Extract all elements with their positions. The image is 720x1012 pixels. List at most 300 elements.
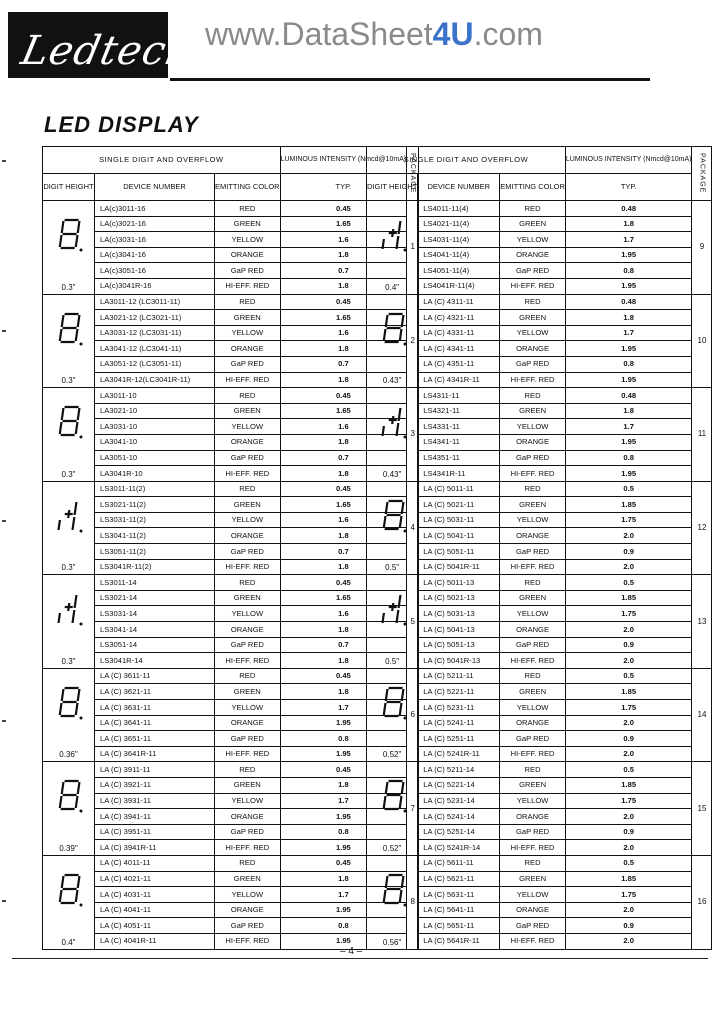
package-number: 12 [692, 481, 712, 575]
emitting-color: HI-EFF. RED [215, 746, 281, 762]
device-number: LA3051-12 (LC3051-11) [95, 356, 215, 372]
luminous-intensity: 0.7 [280, 544, 407, 560]
luminous-intensity: 0.7 [280, 263, 407, 279]
device-number: LS3011-14 [95, 575, 215, 591]
emitting-color: RED [215, 201, 281, 217]
emitting-color: GREEN [215, 403, 281, 419]
scan-mark [2, 900, 6, 902]
luminous-intensity: 1.75 [565, 700, 692, 716]
emitting-color: GREEN [215, 871, 281, 887]
table-row [367, 762, 712, 778]
table-row [367, 684, 712, 700]
device-number: LA (C) 5211-11 [418, 668, 500, 684]
digit-height-cell [367, 855, 418, 949]
luminous-intensity: 2.0 [565, 840, 692, 856]
device-number: LA3051-10 [95, 450, 215, 466]
luminous-intensity: 1.95 [280, 715, 407, 731]
device-number: LA (C) 4351-11 [418, 356, 500, 372]
emitting-color: ORANGE [500, 434, 566, 450]
table-row [43, 247, 419, 263]
header-rule [170, 78, 650, 81]
group-heading: SINGLE DIGIT AND OVERFLOW [367, 147, 566, 174]
emitting-color: YELLOW [215, 700, 281, 716]
emitting-color: YELLOW [500, 700, 566, 716]
luminous-intensity: 0.48 [565, 388, 692, 404]
table-row [367, 637, 712, 653]
table-row [367, 918, 712, 934]
luminous-heading: LUMINOUS INTENSITY (Nmcd@10mA) [280, 147, 407, 174]
device-number: LS3031-11(2) [95, 512, 215, 528]
table-row [43, 887, 419, 903]
page-header [0, 0, 720, 92]
device-number: LA (C) 3921-11 [95, 777, 215, 793]
emitting-color: GREEN [215, 590, 281, 606]
emitting-color-heading: EMITTING COLOR [500, 174, 566, 201]
emitting-color: HI-EFF. RED [500, 840, 566, 856]
emitting-color: YELLOW [500, 419, 566, 435]
luminous-intensity: 1.6 [280, 325, 407, 341]
device-number: LA (C) 4331-11 [418, 325, 500, 341]
table-row [367, 746, 712, 762]
emitting-color: GaP RED [215, 450, 281, 466]
luminous-intensity: 0.5 [565, 481, 692, 497]
device-number: LS3051-11(2) [95, 544, 215, 560]
emitting-color: YELLOW [500, 232, 566, 248]
emitting-color: ORANGE [215, 528, 281, 544]
emitting-color: GREEN [500, 310, 566, 326]
table-row [43, 606, 419, 622]
emitting-color: GaP RED [215, 637, 281, 653]
emitting-color: GaP RED [215, 356, 281, 372]
device-number: LS4351-11 [418, 450, 500, 466]
luminous-intensity: 0.45 [280, 575, 407, 591]
emitting-color: HI-EFF. RED [215, 466, 281, 482]
package-number: 6 [407, 668, 419, 762]
emitting-color: RED [500, 201, 566, 217]
digit-height-value: 0.3" [61, 376, 76, 386]
device-number: LA (C) 3941R-11 [95, 840, 215, 856]
emitting-color: RED [215, 668, 281, 684]
emitting-color: ORANGE [500, 809, 566, 825]
device-number: LA (C) 4021-11 [95, 871, 215, 887]
table-row [367, 575, 712, 591]
table-row [367, 855, 712, 871]
luminous-intensity: 1.75 [565, 887, 692, 903]
seven-segment-digit-icon [57, 778, 83, 814]
luminous-heading: LUMINOUS INTENSITY (Nmcd@10mA) [565, 147, 692, 174]
emitting-color: RED [215, 575, 281, 591]
table-row [367, 201, 712, 217]
table-row [43, 403, 419, 419]
device-number: LS4011-11(4) [418, 201, 500, 217]
emitting-color: YELLOW [215, 325, 281, 341]
device-number: LA(c)3041-16 [95, 247, 215, 263]
digit-height-cell [43, 388, 95, 482]
luminous-intensity: 1.8 [280, 372, 407, 388]
luminous-intensity: 1.7 [565, 419, 692, 435]
table-row [367, 528, 712, 544]
table-row [367, 668, 712, 684]
luminous-intensity: 0.45 [280, 668, 407, 684]
emitting-color: YELLOW [500, 325, 566, 341]
table-row [367, 434, 712, 450]
emitting-color: GaP RED [500, 918, 566, 934]
luminous-intensity: 1.75 [565, 512, 692, 528]
seven-segment-digit-icon [381, 217, 407, 253]
table-row [43, 528, 419, 544]
luminous-intensity: 1.8 [280, 466, 407, 482]
luminous-intensity: 1.95 [565, 278, 692, 294]
subheader-row [367, 174, 712, 201]
emitting-color-heading: EMITTING COLOR [215, 174, 281, 201]
typ-heading: TYP. [280, 174, 407, 201]
scan-mark [2, 520, 6, 522]
luminous-intensity: 2.0 [565, 746, 692, 762]
emitting-color: GaP RED [500, 637, 566, 653]
device-number: LA (C) 4041R-11 [95, 933, 215, 949]
device-number: LA3021-12 (LC3021-11) [95, 310, 215, 326]
device-number: LA(c)3021-16 [95, 216, 215, 232]
seven-segment-digit-icon [381, 591, 407, 627]
luminous-intensity: 1.6 [280, 232, 407, 248]
device-number-heading: DEVICE NUMBER [95, 174, 215, 201]
luminous-intensity: 1.8 [280, 622, 407, 638]
luminous-intensity: 1.65 [280, 497, 407, 513]
luminous-intensity: 0.45 [280, 762, 407, 778]
device-number: LA3011-12 (LC3011-11) [95, 294, 215, 310]
table-row [43, 575, 419, 591]
luminous-intensity: 2.0 [565, 528, 692, 544]
package-number: 16 [692, 855, 712, 949]
emitting-color: HI-EFF. RED [215, 840, 281, 856]
header-row [43, 147, 419, 174]
table-row [367, 372, 712, 388]
device-number: LA (C) 5011-11 [418, 481, 500, 497]
emitting-color: GaP RED [500, 356, 566, 372]
emitting-color: YELLOW [215, 606, 281, 622]
typ-heading: TYP. [565, 174, 692, 201]
watermark-link[interactable] [205, 16, 543, 53]
table-row [367, 263, 712, 279]
device-number: LA (C) 3641R-11 [95, 746, 215, 762]
device-number: LA (C) 3611-11 [95, 668, 215, 684]
seven-segment-digit-icon [57, 404, 83, 440]
luminous-intensity: 0.8 [280, 918, 407, 934]
seven-segment-digit-icon [381, 404, 407, 440]
table-row [43, 855, 419, 871]
device-number: LA (C) 3641-11 [95, 715, 215, 731]
device-number: LS3031-14 [95, 606, 215, 622]
digit-height-value: 0.36" [59, 750, 78, 760]
device-number: LA3041-12 (LC3041-11) [95, 341, 215, 357]
emitting-color: GaP RED [500, 263, 566, 279]
table-row [367, 232, 712, 248]
digit-height-value: 0.4" [385, 282, 400, 292]
device-number: LA (C) 5041R-11 [418, 559, 500, 575]
digit-height-value: 0.43" [382, 469, 402, 479]
emitting-color: HI-EFF. RED [500, 653, 566, 669]
table-row [367, 622, 712, 638]
luminous-intensity: 1.6 [280, 606, 407, 622]
seven-segment-digit-icon [381, 311, 407, 347]
emitting-color: RED [215, 294, 281, 310]
table-row [367, 325, 712, 341]
emitting-color: ORANGE [215, 341, 281, 357]
device-number: LA (C) 5651-11 [418, 918, 500, 934]
emitting-color: ORANGE [500, 622, 566, 638]
emitting-color: GaP RED [215, 824, 281, 840]
luminous-intensity: 1.8 [280, 278, 407, 294]
package-number: 15 [692, 762, 712, 856]
table-row [367, 933, 712, 949]
luminous-intensity: 0.8 [280, 731, 407, 747]
device-number: LA (C) 5021-13 [418, 590, 500, 606]
emitting-color: ORANGE [500, 341, 566, 357]
device-number: LS4331-11 [418, 419, 500, 435]
emitting-color: RED [500, 481, 566, 497]
emitting-color: GaP RED [215, 918, 281, 934]
table-row [43, 497, 419, 513]
luminous-intensity: 1.95 [565, 341, 692, 357]
luminous-intensity: 1.65 [280, 403, 407, 419]
luminous-intensity: 0.5 [565, 575, 692, 591]
table-row [43, 434, 419, 450]
device-number: LA3041R-10 [95, 466, 215, 482]
table-row [43, 559, 419, 575]
table-row [43, 637, 419, 653]
emitting-color: GaP RED [215, 263, 281, 279]
emitting-color: YELLOW [215, 887, 281, 903]
device-number: LA (C) 4051-11 [95, 918, 215, 934]
luminous-intensity: 1.7 [565, 325, 692, 341]
table-row [43, 278, 419, 294]
table-row [43, 777, 419, 793]
seven-segment-digit-icon [57, 591, 83, 627]
luminous-intensity: 1.8 [280, 341, 407, 357]
digit-height-cell [43, 855, 95, 949]
device-number: LS4051-11(4) [418, 263, 500, 279]
luminous-intensity: 1.8 [280, 653, 407, 669]
package-heading: PACKAGE [407, 147, 419, 201]
digit-height-value: 0.3" [61, 469, 76, 479]
emitting-color: HI-EFF. RED [215, 278, 281, 294]
table-row [43, 294, 419, 310]
device-number: LS3011-11(2) [95, 481, 215, 497]
package-number: 10 [692, 294, 712, 388]
luminous-intensity: 2.0 [565, 715, 692, 731]
device-number: LS3041-11(2) [95, 528, 215, 544]
luminous-intensity: 0.8 [565, 450, 692, 466]
digit-height-value: 0.5" [385, 563, 400, 573]
device-number: LA (C) 5241-14 [418, 809, 500, 825]
emitting-color: YELLOW [215, 419, 281, 435]
device-number: LA (C) 5231-14 [418, 793, 500, 809]
luminous-intensity: 0.48 [565, 294, 692, 310]
luminous-intensity: 1.95 [565, 466, 692, 482]
device-number: LA (C) 5241R-11 [418, 746, 500, 762]
emitting-color: GREEN [500, 777, 566, 793]
digit-height-value: 0.56" [382, 937, 402, 947]
device-number: LS4041-11(4) [418, 247, 500, 263]
table-row [367, 887, 712, 903]
emitting-color: ORANGE [500, 715, 566, 731]
digit-height-cell [367, 575, 418, 669]
device-number: LA3031-12 (LC3031-11) [95, 325, 215, 341]
group-heading: SINGLE DIGIT AND OVERFLOW [43, 147, 281, 174]
luminous-intensity: 1.8 [280, 528, 407, 544]
seven-segment-digit-icon [57, 685, 83, 721]
package-number: 7 [407, 762, 419, 856]
device-number: LA(c)3031-16 [95, 232, 215, 248]
digit-height-cell [43, 762, 95, 856]
emitting-color: RED [215, 762, 281, 778]
luminous-intensity: 1.65 [280, 310, 407, 326]
table-row [43, 793, 419, 809]
table-row [43, 715, 419, 731]
luminous-intensity: 1.6 [280, 419, 407, 435]
device-number: LS4321-11 [418, 403, 500, 419]
luminous-intensity: 2.0 [565, 622, 692, 638]
device-number: LA (C) 5051-11 [418, 544, 500, 560]
device-number: LS4311-11 [418, 388, 500, 404]
watermark-highlight: 4U [432, 16, 474, 52]
table-row [43, 388, 419, 404]
table-row [43, 232, 419, 248]
device-number: LA (C) 4341R-11 [418, 372, 500, 388]
device-number: LA (C) 5031-13 [418, 606, 500, 622]
luminous-intensity: 1.7 [280, 793, 407, 809]
luminous-intensity: 0.8 [565, 356, 692, 372]
luminous-intensity: 2.0 [565, 933, 692, 949]
luminous-intensity: 1.95 [565, 372, 692, 388]
package-number: 8 [407, 855, 419, 949]
table-row [43, 731, 419, 747]
emitting-color: GaP RED [215, 731, 281, 747]
luminous-intensity: 0.45 [280, 294, 407, 310]
device-number: LS4021-11(4) [418, 216, 500, 232]
table-row [367, 466, 712, 482]
table-row [367, 481, 712, 497]
table-row [367, 902, 712, 918]
table-row [43, 481, 419, 497]
luminous-intensity: 1.8 [565, 310, 692, 326]
emitting-color: YELLOW [215, 793, 281, 809]
digit-height-cell [43, 481, 95, 575]
emitting-color: RED [500, 762, 566, 778]
emitting-color: GaP RED [500, 450, 566, 466]
device-number: LA (C) 4321-11 [418, 310, 500, 326]
emitting-color: GREEN [215, 777, 281, 793]
luminous-intensity: 0.7 [280, 450, 407, 466]
device-number: LA (C) 5041-13 [418, 622, 500, 638]
table-row [43, 653, 419, 669]
package-number: 5 [407, 575, 419, 669]
seven-segment-digit-icon [381, 778, 407, 814]
table-row [367, 544, 712, 560]
digit-height-value: 0.52" [382, 750, 402, 760]
luminous-intensity: 1.75 [565, 793, 692, 809]
seven-segment-digit-icon [381, 685, 407, 721]
emitting-color: HI-EFF. RED [215, 933, 281, 949]
emitting-color: ORANGE [215, 434, 281, 450]
watermark-text: www.DataSheet [205, 16, 433, 52]
emitting-color: RED [215, 388, 281, 404]
device-number: LA (C) 5611-11 [418, 855, 500, 871]
table-row [43, 419, 419, 435]
device-number: LS3021-14 [95, 590, 215, 606]
device-number: LA(c)3051-16 [95, 263, 215, 279]
page-title: LED DISPLAY [44, 112, 199, 137]
table-row [43, 700, 419, 716]
device-number: LS3051-14 [95, 637, 215, 653]
emitting-color: GREEN [500, 403, 566, 419]
table-row [43, 809, 419, 825]
emitting-color: HI-EFF. RED [500, 933, 566, 949]
luminous-intensity: 1.85 [565, 871, 692, 887]
package-number: 4 [407, 481, 419, 575]
table-row [367, 809, 712, 825]
luminous-intensity: 0.9 [565, 637, 692, 653]
emitting-color: RED [500, 575, 566, 591]
luminous-intensity: 1.85 [565, 590, 692, 606]
logo-wordmark: Ledtech [17, 28, 198, 74]
table-row [367, 793, 712, 809]
emitting-color: ORANGE [500, 528, 566, 544]
emitting-color: GaP RED [215, 544, 281, 560]
emitting-color: ORANGE [215, 247, 281, 263]
luminous-intensity: 1.95 [280, 809, 407, 825]
emitting-color: GREEN [500, 684, 566, 700]
device-number: LS4031-11(4) [418, 232, 500, 248]
emitting-color: RED [500, 388, 566, 404]
emitting-color: YELLOW [500, 887, 566, 903]
digit-height-cell [367, 481, 418, 575]
package-heading: PACKAGE [692, 147, 712, 201]
emitting-color: HI-EFF. RED [500, 559, 566, 575]
device-number: LA (C) 3931-11 [95, 793, 215, 809]
luminous-intensity: 2.0 [565, 653, 692, 669]
table-row [367, 715, 712, 731]
luminous-intensity: 2.0 [565, 809, 692, 825]
table-row [367, 653, 712, 669]
table-row [43, 933, 419, 949]
device-number: LA (C) 5031-11 [418, 512, 500, 528]
luminous-intensity: 0.5 [565, 762, 692, 778]
luminous-intensity: 0.45 [280, 201, 407, 217]
table-row [367, 700, 712, 716]
seven-segment-digit-icon [57, 311, 83, 347]
digit-height-cell [367, 762, 418, 856]
bottom-rule [12, 958, 708, 959]
emitting-color: ORANGE [215, 715, 281, 731]
table-row [367, 388, 712, 404]
luminous-intensity: 1.95 [280, 902, 407, 918]
seven-segment-digit-icon [57, 498, 83, 534]
device-number: LA (C) 5211-14 [418, 762, 500, 778]
luminous-intensity: 1.8 [280, 777, 407, 793]
emitting-color: HI-EFF. RED [215, 372, 281, 388]
luminous-intensity: 0.48 [565, 201, 692, 217]
luminous-intensity: 1.7 [280, 700, 407, 716]
emitting-color: HI-EFF. RED [215, 653, 281, 669]
emitting-color: YELLOW [500, 606, 566, 622]
led-table-left [42, 146, 419, 950]
device-number: LA (C) 5041R-13 [418, 653, 500, 669]
digit-height-cell [367, 388, 418, 482]
digit-height-cell [43, 575, 95, 669]
table-row [43, 684, 419, 700]
table-row [43, 372, 419, 388]
